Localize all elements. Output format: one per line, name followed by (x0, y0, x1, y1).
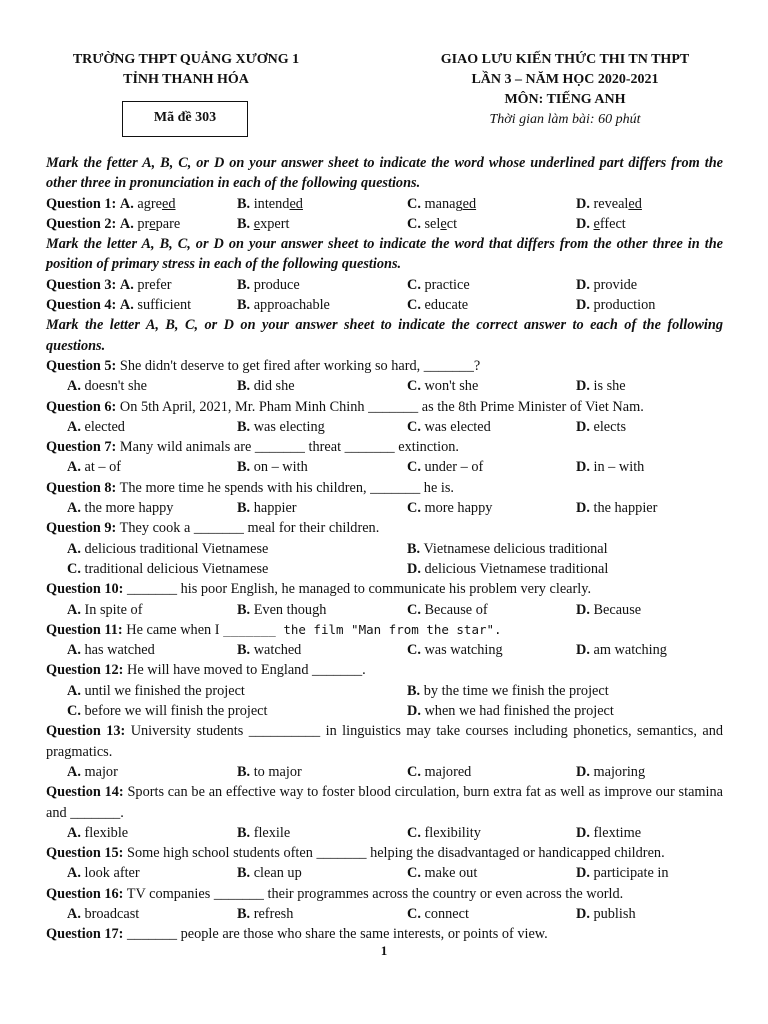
question-12-options-ab: A. until we finished the project B. by the time we finish the project (67, 682, 609, 699)
option-a: In spite of (84, 601, 143, 618)
option-a: flexible (84, 824, 129, 841)
option-c: educate (424, 297, 469, 314)
question-1: Question 1: A. agreed B. intended C. managed D. revealed (46, 195, 642, 212)
option-b: flexile (253, 824, 291, 841)
option-a: doesn't she (84, 378, 148, 395)
option-d: provide (593, 276, 638, 293)
exam-code-box: Mã đề 303 (122, 101, 248, 137)
question-16-options: A. broadcast B. refresh C. connect D. publish (67, 905, 636, 922)
option-c: won't she (424, 378, 479, 395)
option-d: in – with (593, 459, 645, 476)
province-name: TỈNH THANH HÓA (123, 72, 249, 87)
exam-header (365, 50, 765, 130)
option-b: did she (253, 378, 295, 395)
option-d: Because (593, 601, 642, 618)
option-d: delicious Vietnamese traditional (424, 560, 609, 577)
exam-time: Thời gian làm bài: 60 phút (489, 112, 641, 127)
instruction-stress: Mark the letter A, B, C, or D on your answer sheet to indicate the word that differs from the other three in the position of primary stress in each of the following questions. (46, 236, 723, 273)
question-17-stem: Question 17: _______ people are those who share the same interests, or points of view. (46, 926, 548, 943)
question-label: Question 2: (46, 215, 117, 232)
option-c: more happy (424, 500, 493, 517)
option-a: at – of (84, 459, 122, 476)
questions-section (46, 153, 723, 945)
option-d: when we had finished the project (424, 703, 614, 720)
question-9-stem: Question 9: They cook a _______ meal for their children. (46, 520, 380, 537)
option-c: traditional delicious Vietnamese (84, 560, 269, 577)
page-number: 1 (380, 943, 388, 958)
option-b: watched (253, 642, 302, 659)
question-7-stem: Question 7: Many wild animals are _______ threat _______ extinction. (46, 439, 459, 456)
option-c: make out (424, 865, 478, 882)
question-label: Question 3: (46, 276, 117, 293)
question-13-options: A. major B. to major C. majored D. majoring (67, 763, 646, 780)
option-a: broadcast (84, 905, 140, 922)
option-c: majored (424, 763, 472, 780)
option-d: majoring (593, 763, 646, 780)
option-d: participate in (593, 865, 669, 882)
option-a: agreed (137, 195, 176, 212)
option-a: delicious traditional Vietnamese (84, 540, 269, 557)
question-11-stem: Question 11: He came when I _______ the film "Man from the star". (46, 621, 502, 638)
exam-round: LẦN 3 – NĂM HỌC 2020-2021 (471, 72, 659, 87)
option-b: happier (253, 500, 297, 517)
option-d: is she (593, 378, 626, 395)
instruction-correct-answer: Mark the letter A, B, C, or D on your answer sheet to indicate the correct answer to each of the following questions. (46, 317, 723, 354)
exam-subject: MÔN: TIẾNG ANH (504, 92, 626, 107)
question-4: Question 4: A. sufficient B. approachable C. educate D. production (46, 297, 656, 314)
question-5-stem: Question 5: She didn't deserve to get fired after working so hard, _______? (46, 357, 481, 374)
option-b: approachable (253, 297, 330, 314)
option-a: until we finished the project (84, 682, 245, 699)
question-6-options: A. elected B. was electing C. was elected D. elects (67, 418, 627, 435)
option-a: elected (84, 418, 125, 435)
question-15-options: A. look after B. clean up C. make out D. participate in (67, 865, 669, 882)
question-5-options: A. doesn't she B. did she C. won't she D. is she (67, 378, 626, 395)
instruction-pronunciation: Mark the fetter A, B, C, or D on your answer sheet to indicate the word whose underlined part differs from the other three in pronunciation in each of the following questions. (46, 155, 723, 192)
option-b: to major (253, 763, 302, 780)
option-d: the happier (593, 500, 658, 517)
question-8-options: A. the more happy B. happier C. more happy D. the happier (67, 500, 658, 517)
exam-title: GIAO LƯU KIẾN THỨC THI TN THPT (440, 52, 690, 67)
question-label: Question 1: (46, 195, 117, 212)
option-c: flexibility (424, 824, 481, 841)
question-13-stem: Question 13: University students __________ in linguistics may take courses including phonetics, semantics, and pragmatics. (46, 723, 723, 760)
question-11-options: A. has watched B. watched C. was watching D. am watching (67, 642, 667, 659)
question-9-options-cd: C. traditional delicious Vietnamese D. delicious Vietnamese traditional (67, 560, 609, 577)
option-d: revealed (593, 195, 642, 212)
question-12-stem: Question 12: He will have moved to England _______. (46, 662, 366, 679)
option-b: Even though (253, 601, 327, 618)
question-label: Question 4: (46, 297, 117, 314)
option-b: by the time we finish the project (423, 682, 609, 699)
question-12-options-cd: C. before we will finish the project D. when we had finished the project (67, 703, 614, 720)
question-14-options: A. flexible B. flexile C. flexibility D. flextime (67, 824, 642, 841)
question-15-stem: Question 15: Some high school students often _______ helping the disadvantaged or handicapped children. (46, 845, 665, 862)
question-16-stem: Question 16: TV companies _______ their programmes across the country or even across the world. (46, 885, 624, 902)
question-8-stem: Question 8: The more time he spends with his children, _______ he is. (46, 479, 454, 496)
question-10-stem: Question 10: _______ his poor English, he managed to communicate his problem very clearly. (46, 581, 592, 598)
option-c: before we will finish the project (84, 703, 268, 720)
option-d: elects (593, 418, 627, 435)
option-a: has watched (84, 642, 155, 659)
option-b: was electing (253, 418, 325, 435)
option-c: connect (424, 905, 469, 922)
option-c: was watching (424, 642, 503, 659)
option-b: produce (253, 276, 300, 293)
option-a: prefer (137, 276, 172, 293)
option-a: the more happy (84, 500, 174, 517)
question-3: Question 3: A. prefer B. produce C. practice D. provide (46, 276, 638, 293)
option-d: effect (593, 215, 626, 232)
option-a: sufficient (137, 297, 192, 314)
option-c: was elected (424, 418, 491, 435)
question-6-stem: Question 6: On 5th April, 2021, Mr. Pham Minh Chinh _______ as the 8th Prime Minister of Viet Nam. (46, 398, 644, 415)
option-d: publish (593, 905, 636, 922)
option-b: clean up (253, 865, 302, 882)
school-header (40, 50, 332, 90)
option-b: refresh (253, 905, 294, 922)
question-10-options: A. In spite of B. Even though C. Because of D. Because (67, 601, 642, 618)
school-name: TRƯỜNG THPT QUẢNG XƯƠNG 1 (72, 52, 300, 67)
option-c: practice (424, 276, 470, 293)
question-7-options: A. at – of B. on – with C. under – of D. in – with (67, 459, 645, 476)
option-b: Vietnamese delicious traditional (423, 540, 608, 557)
option-a: major (84, 763, 118, 780)
option-b: intended (253, 195, 303, 212)
option-b: on – with (253, 459, 308, 476)
option-b: expert (253, 215, 290, 232)
option-d: production (593, 297, 656, 314)
question-14-stem: Question 14: Sports can be an effective way to foster blood circulation, burn extra fat as well as improve our stamina and _______. (46, 784, 723, 821)
option-c: select (424, 215, 458, 232)
option-a: look after (84, 865, 140, 882)
question-9-options-ab: A. delicious traditional Vietnamese B. Vietnamese delicious traditional (67, 540, 608, 557)
option-c: managed (424, 195, 477, 212)
option-c: Because of (424, 601, 488, 618)
option-d: am watching (593, 642, 667, 659)
option-c: under – of (424, 459, 484, 476)
option-a: prepare (137, 215, 181, 232)
option-d: flextime (593, 824, 642, 841)
question-2: Question 2: A. prepare B. expert C. select D. effect (46, 215, 626, 232)
